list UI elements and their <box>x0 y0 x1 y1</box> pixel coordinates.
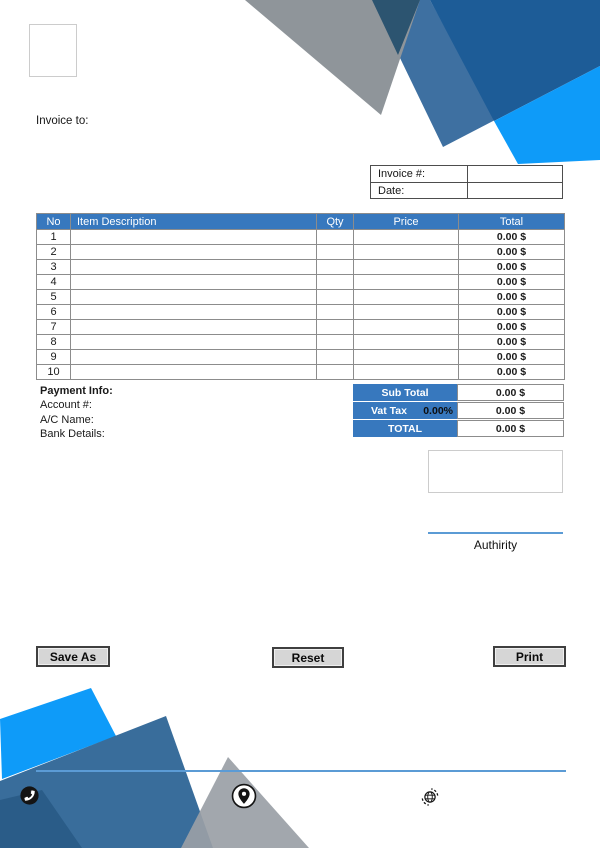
header-no: No <box>37 214 71 230</box>
item-row <box>37 230 565 245</box>
vat-label: Vat Tax <box>371 404 407 417</box>
row-number: 4 <box>37 275 71 290</box>
item-row <box>37 335 565 350</box>
header-qty: Qty <box>317 214 354 230</box>
item-row <box>37 305 565 320</box>
subtotal-row <box>353 384 457 401</box>
vat-percent-field[interactable]: 0.00% <box>423 404 453 417</box>
logo-placeholder-box[interactable] <box>29 24 77 77</box>
date-field[interactable] <box>468 183 562 199</box>
vat-value: 0.00 $ <box>457 402 564 419</box>
qty-field[interactable] <box>317 230 354 245</box>
phone-icon <box>20 786 39 805</box>
footer-divider-line <box>36 770 566 772</box>
grand-total-value: 0.00 $ <box>457 420 564 437</box>
totals-values-block <box>457 384 564 437</box>
total-value: 0.00 $ <box>459 275 565 290</box>
row-number: 10 <box>37 365 71 380</box>
header-price: Price <box>354 214 459 230</box>
item-row <box>37 350 565 365</box>
description-field[interactable] <box>71 275 317 290</box>
price-field[interactable] <box>354 230 459 245</box>
items-table <box>36 213 565 380</box>
description-field[interactable] <box>71 305 317 320</box>
row-number: 1 <box>37 230 71 245</box>
item-row <box>37 245 565 260</box>
row-number: 7 <box>37 320 71 335</box>
authority-label: Authirity <box>473 538 518 552</box>
invoice-to-label: Invoice to: <box>36 115 89 127</box>
item-row <box>37 290 565 305</box>
qty-field[interactable] <box>317 335 354 350</box>
total-value: 0.00 $ <box>459 365 565 380</box>
qty-field[interactable] <box>317 275 354 290</box>
price-field[interactable] <box>354 320 459 335</box>
subtotal-value: 0.00 $ <box>457 384 564 401</box>
reset-button[interactable]: Reset <box>272 647 344 668</box>
payment-info-block <box>40 384 113 442</box>
description-field[interactable] <box>71 260 317 275</box>
price-field[interactable] <box>354 260 459 275</box>
invoice-number-row <box>371 166 562 182</box>
item-row <box>37 365 565 380</box>
description-field[interactable] <box>71 230 317 245</box>
row-number: 9 <box>37 350 71 365</box>
row-number: 8 <box>37 335 71 350</box>
save-as-button[interactable]: Save As <box>36 646 110 667</box>
description-field[interactable] <box>71 335 317 350</box>
subtotal-label: Sub Total <box>381 386 429 399</box>
price-field[interactable] <box>354 335 459 350</box>
globe-icon <box>419 786 441 808</box>
date-label: Date: <box>371 183 468 199</box>
qty-field[interactable] <box>317 365 354 380</box>
invoice-number-label: Invoice #: <box>371 166 468 182</box>
qty-field[interactable] <box>317 260 354 275</box>
price-field[interactable] <box>354 350 459 365</box>
description-field[interactable] <box>71 290 317 305</box>
row-number: 3 <box>37 260 71 275</box>
bank-details-label: Bank Details: <box>40 428 105 441</box>
description-field[interactable] <box>71 350 317 365</box>
header-description: Item Description <box>71 214 317 230</box>
qty-field[interactable] <box>317 290 354 305</box>
totals-labels-block <box>353 384 457 437</box>
price-field[interactable] <box>354 245 459 260</box>
qty-field[interactable] <box>317 350 354 365</box>
qty-field[interactable] <box>317 320 354 335</box>
grand-total-label: TOTAL <box>387 422 423 435</box>
qty-field[interactable] <box>317 245 354 260</box>
total-value: 0.00 $ <box>459 335 565 350</box>
print-button[interactable]: Print <box>493 646 566 667</box>
date-row <box>371 182 562 199</box>
item-row <box>37 275 565 290</box>
total-value: 0.00 $ <box>459 350 565 365</box>
account-number-label: Account #: <box>40 399 92 412</box>
grand-total-row <box>353 420 457 437</box>
total-value: 0.00 $ <box>459 260 565 275</box>
qty-field[interactable] <box>317 305 354 320</box>
location-pin-icon <box>231 783 257 809</box>
invoice-meta-table <box>370 165 563 199</box>
total-value: 0.00 $ <box>459 320 565 335</box>
items-header-row <box>37 214 565 230</box>
top-decoration-shapes <box>0 0 600 170</box>
header-total: Total <box>459 214 565 230</box>
description-field[interactable] <box>71 365 317 380</box>
signature-line <box>428 532 563 534</box>
price-field[interactable] <box>354 305 459 320</box>
item-row <box>37 260 565 275</box>
row-number: 5 <box>37 290 71 305</box>
ac-name-label: A/C Name: <box>40 413 94 426</box>
total-value: 0.00 $ <box>459 230 565 245</box>
item-row <box>37 320 565 335</box>
row-number: 2 <box>37 245 71 260</box>
payment-info-title: Payment Info: <box>40 385 113 397</box>
vat-row <box>353 402 457 419</box>
price-field[interactable] <box>354 365 459 380</box>
total-value: 0.00 $ <box>459 245 565 260</box>
bottom-decoration-shapes <box>0 688 600 848</box>
invoice-number-field[interactable] <box>468 166 562 182</box>
total-value: 0.00 $ <box>459 305 565 320</box>
signature-placeholder-box[interactable] <box>428 450 563 493</box>
price-field[interactable] <box>354 275 459 290</box>
price-field[interactable] <box>354 290 459 305</box>
description-field[interactable] <box>71 245 317 260</box>
description-field[interactable] <box>71 320 317 335</box>
row-number: 6 <box>37 305 71 320</box>
total-value: 0.00 $ <box>459 290 565 305</box>
